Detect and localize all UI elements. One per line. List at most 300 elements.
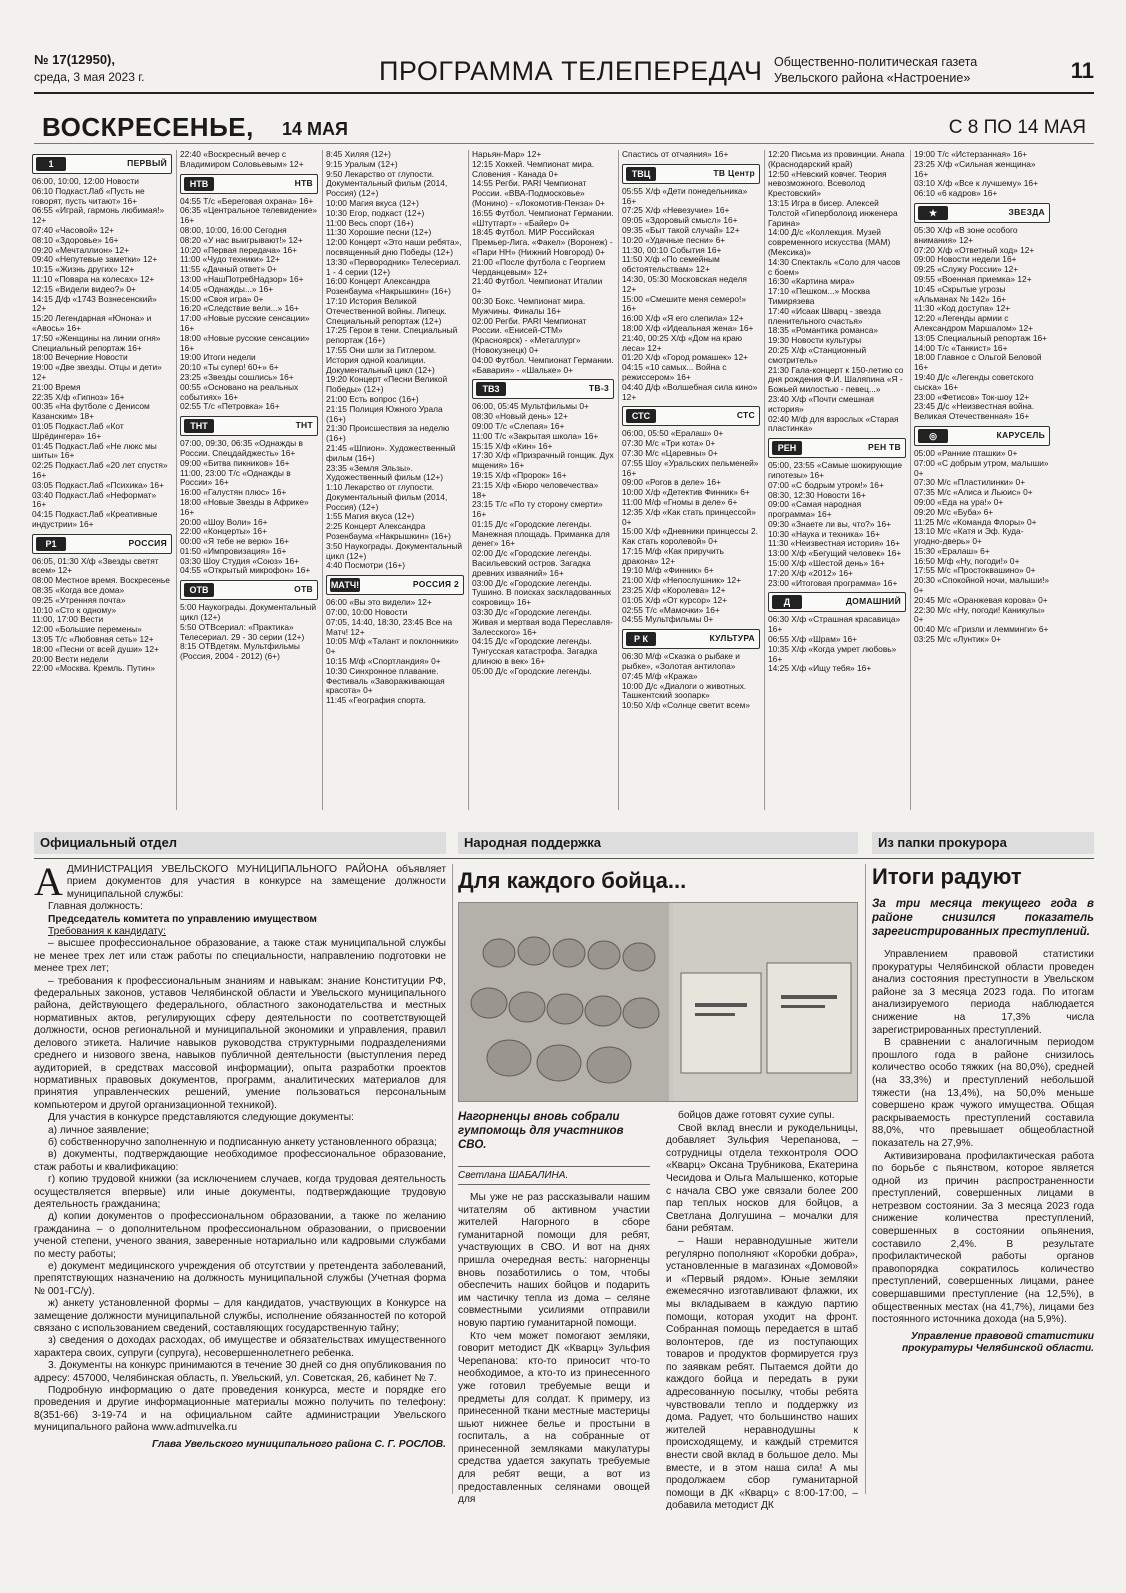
program-listing: 08:30, 12:30 Новости 16+ <box>768 489 866 500</box>
post-label: Главная должность: <box>48 901 143 913</box>
program-listing: 17:50 «Женщины на линии огня» Специальный репортаж 16+ <box>32 332 161 353</box>
program-listing: 18:00 Х/ф «Идеальная жена» 16+ <box>622 322 754 333</box>
program-listing: 11:30, 00:10 События 16+ <box>622 244 722 255</box>
official-paragraph: Подробную информацию о дате проведения конкурса, месте и порядке его проведения и другие информационные материалы можно получить по телефону: 8(351-66) 3-19-74 и на официальном сайте администрации Увельского муниципального района www.admuvelka.ru <box>34 1385 446 1434</box>
tv-column-5 <box>622 150 760 820</box>
program-listing: 11:00 Весь спорт (16+) <box>326 217 414 228</box>
program-listing: 11:00 Т/с «Закрытая школа» 16+ <box>472 430 599 441</box>
program-listing: 21:00 «После футбола с Георгием Черданцевым» 12+ <box>472 256 606 277</box>
program-listing: 07:35 М/с «Алиса и Льюис» 0+ <box>914 487 1033 498</box>
program-listing: 17:55 Они шли за Гитлером. История одной коалиции. Документальный цикл (12+) <box>326 344 437 375</box>
official-intro: ДМИНИСТРАЦИЯ УВЕЛЬСКОГО МУНИЦИПАЛЬНОГО РАЙОНА объявляет прием документов для участия в конкурсе на замещение должности муниципальной службы: <box>66 864 446 900</box>
program-listing: 23:00 «Фетисов» Ток-шоу 12+ <box>914 391 1030 402</box>
tv-column-4 <box>472 150 614 820</box>
program-listing: 2:25 Концерт Александра Розенбаума «Накрышкин» (16+) <box>326 521 451 542</box>
channel-name: КУЛЬТУРА <box>709 633 755 644</box>
program-listing: 21:30 Гала-концерт к 150-летию со дня рождения Ф.И. Шаляпина «Я - Божьей милостью - певец...» <box>768 364 904 395</box>
program-listing: 07:30 М/с «Царевны» 0+ <box>622 447 718 458</box>
program-listing: 08:00, 10:00, 16:00 Сегодня <box>180 224 287 235</box>
channel-name: РЕН ТВ <box>868 442 901 453</box>
channel-header <box>622 164 760 184</box>
program-listing: 10:00 Д/с «Диалоги о животных. Ташкентский зоопарк» <box>622 680 747 701</box>
program-listing: 11:30 «Код доступа» 12+ <box>914 303 1011 314</box>
program-listing: 12:00 Концерт «Это наши ребята», посвященный дню Победы (12+) <box>326 237 462 257</box>
program-listing: 01:50 «Импровизация» 16+ <box>180 545 287 556</box>
tv-column-1 <box>32 150 172 820</box>
program-listing: 16:00 Концерт Александра Розенбаума «Накрышкин» (16+) <box>326 276 451 297</box>
program-listing: 06:00, 05:45 Мультфильмы 0+ <box>472 401 589 412</box>
support-article <box>458 864 858 1512</box>
program-listing: 20:00 «Шоу Воли» 16+ <box>180 516 268 527</box>
program-listing: 00:40 М/с «Гризли и лемминги» 6+ <box>914 624 1049 635</box>
program-listing: 10:00 Магия вкуса (12+) <box>326 197 419 208</box>
program-listing: 04:00 Футбол. Чемпионат Германии. «Бавария» - «Шальке» 0+ <box>472 354 614 375</box>
drop-cap: А <box>34 859 63 904</box>
section-label-support: Народная поддержка <box>458 832 858 854</box>
program-listing: 16:00 «Галустян плюс» 16+ <box>180 487 287 498</box>
program-listing: 15:00 Х/ф «Шестой день» 16+ <box>768 558 885 569</box>
program-listing: 15:00 «Смешите меня семеро!» 16+ <box>622 293 746 314</box>
program-listing: 1:10 Лекарство от глупости. Документальный фильм (2014, Россия) (12+) <box>326 482 448 512</box>
program-listing: 17:55 М/с «Простоквашино» 0+ <box>914 565 1036 576</box>
program-listing: 23:00 «Итоговая программа» 16+ <box>768 577 898 588</box>
program-listing: 02:00 Д/с «Городские легенды. Васильевский остров. Загадка древних изваяний» 16+ <box>472 548 592 578</box>
program-listing: 22:00 «Концерты» 16+ <box>180 526 267 537</box>
channel-header <box>622 629 760 649</box>
program-listing: 16:50 М/ф «Ну, погоди!» 0+ <box>914 555 1020 566</box>
prosecutor-lead: За три месяца текущего года в районе снизился показатель зарегистрированных преступлений. <box>872 898 1094 938</box>
channel-logo-icon: 1 <box>36 157 66 171</box>
program-listing: 23:25 Х/ф «Сильная женщина» 16+ <box>914 158 1036 179</box>
program-listing: 15:00 Х/ф «Дневники принцессы 2. Как стать королевой» 0+ <box>622 526 759 547</box>
program-listing: 18:00 «Новые Звезды в Африке» 16+ <box>180 496 309 517</box>
official-paragraph: з) сведения о доходах расходах, об имуществе и обязательствах имущественного характера своих, супруги (супруга), несовершеннолетнего ребенка. <box>34 1335 446 1359</box>
program-listing: 19:00 Итоги недели <box>180 352 256 363</box>
program-listing: 23:40 Х/ф «Почти смешная история» <box>768 393 874 414</box>
program-listing: 01:20 Х/ф «Город ромашек» 12+ <box>622 352 749 363</box>
program-listing: 07:40 «Часовой» 12+ <box>32 224 115 235</box>
support-paragraph: Кто чем может помогают земляки, говорит методист ДК «Кварц» Зульфия Черепанова: кто-то приносит что-то необходимое, а кто-то из принесенного уже готовил требуемые вещи и предметы для солдат. К примеру, из принесенной ткани местные мастерицы шьют нижнее белье и простыни в госпиталь, а на собранные от принесенной земляками макулатуры средства удается закупать требуемые для ребят вещи, а вот из предоставленных селянами овощей для <box>458 1330 650 1506</box>
program-listing: 09:20 «Мечталлион» 12+ <box>32 244 130 255</box>
channel-logo-icon: ◎ <box>918 429 948 443</box>
program-listing: 23:25 «Звезды сошлись» 16+ <box>180 371 294 382</box>
program-listing: 10:35 Х/ф «Когда умрет любовь» 16+ <box>768 643 897 664</box>
program-listing: 01:05 Подкаст.Лаб «Кот Шрёдингера» 16+ <box>32 420 124 441</box>
program-listing: 10:10 «Сто к одному» <box>32 604 117 615</box>
program-listing: 14:15 Д/ф «1743 Вознесенский» 12+ <box>32 293 157 314</box>
program-listing: 00:55 «Основано на реальных событиях» 16+ <box>180 381 299 402</box>
program-listing: 13:30 «Первородник» Телесериал. 1 - 4 серии (12+) <box>326 256 461 277</box>
tv-column-6 <box>768 150 906 820</box>
program-listing: 18:00 «Новые русские сенсации» 16+ <box>180 332 310 353</box>
support-paragraph: Мы уже не раз рассказывали нашим читателям об активном участии жителей Нагорного в сборе гуманитарной помощи для ребят, участвующих в СВО. И вот на днях пришла очередная весть: нагорненцы вновь позаботились о том, чтобы обеспечить наших бойцов и подарить им частичку тепла из дома – селяне совместными усилиями отправили новую партию гуманитарной помощи. <box>458 1192 650 1329</box>
channel-name: РОССИЯ <box>128 537 167 548</box>
program-listing: 06:30 М/ф «Сказка о рыбаке и рыбке», «Золотая антилопа» <box>622 651 740 672</box>
support-paragraph: бойцов даже готовят сухие супы. <box>678 1110 835 1121</box>
program-listing: 16:00 Х/ф «Я его слепила» 12+ <box>622 313 744 324</box>
program-listing: 15:20 Легендарная «Юнона» и «Авось» 16+ <box>32 313 152 333</box>
program-listing: 11:30 Хорошие песни (12+) <box>326 227 432 238</box>
program-listing: 17:10 «Пешком...» Москва Тимирязева <box>768 286 871 306</box>
articles-section <box>34 832 1094 1512</box>
program-listing: 12:15 «Видели видео?» 0+ <box>32 283 136 294</box>
channel-logo-icon: Р1 <box>36 537 66 551</box>
program-listing: 09:05 «Здоровый смысл» 16+ <box>622 215 738 226</box>
program-listing: 21:00 Есть вопрос (16+) <box>326 393 419 404</box>
program-listing: 05:55 Х/ф «Дети понедельника» 16+ <box>622 185 748 206</box>
program-listing: 07:20 Х/ф «Ответный ход» 12+ <box>914 244 1035 255</box>
program-listing: 15:15 Х/ф «Кин» 16+ <box>472 440 553 451</box>
program-listing: 21:30 Происшествия за неделю (16+) <box>326 423 450 444</box>
program-listing: 07:30 М/с «Пластилинки» 0+ <box>914 477 1026 488</box>
program-listing: 07:25 Х/ф «Невезучие» 16+ <box>622 205 730 216</box>
program-listing: 10:30 «Наука и техника» 16+ <box>768 528 880 539</box>
program-listing: 19:20 Концерт «Песни Великой Победы» (12+) <box>326 374 448 395</box>
support-text-left <box>458 1192 650 1507</box>
program-listing: 15:30 «Ералаш» 6+ <box>914 545 990 556</box>
channel-name: ДОМАШНИЙ <box>845 596 901 607</box>
program-listing: 22:00 «Москва. Кремль. Путин» <box>32 663 156 674</box>
program-listing: 21:45 «Шпион». Художественный фильм (16+) <box>326 442 456 463</box>
program-listing: 09:25 «Служу России» 12+ <box>914 264 1019 275</box>
program-listing: 11:30 «Неизвестная история» 16+ <box>768 538 901 549</box>
program-listing: 21:00 Х/ф «Непослушник» 12+ <box>622 575 742 586</box>
program-listing: 01:45 Подкаст.Лаб «Не люкс мы шиты» 16+ <box>32 440 157 461</box>
program-listing: 14:55 Регби. PARI Чемпионат России. «ВВА-Подмосковье» (Монино) - «Локомотив-Пенза» 0+ <box>472 178 605 208</box>
program-listing: 10:45 «Скрытые угрозы «Альманах № 142» 16+ <box>914 283 1007 304</box>
program-listing: 08:00 Местное время. Воскресенье <box>32 575 170 586</box>
program-listing: 07:00, 10:00 Новости <box>326 607 408 618</box>
program-listing: 09:00 «Самая народная программа» 16+ <box>768 499 862 520</box>
program-listing: 02:25 Подкаст.Лаб «20 лет спустя» 16+ <box>32 460 168 480</box>
day-name: ВОСКРЕСЕНЬЕ, <box>42 112 254 142</box>
program-listing: 12:20 Письма из провинции. Анапа (Краснодарский край) <box>768 150 905 169</box>
official-paragraph: д) копии документов о профессиональном образовании, а также по желанию гражданина – о дополнительном профессиональном образовании, о присвоении ученой степени, ученого звания, заверенные нотариально или кадровыми службами по месту работы; <box>34 1211 446 1260</box>
program-listing: 18:00 Вечерние Новости <box>32 352 128 363</box>
program-listing: 12:00 «Большие перемены» <box>32 624 142 635</box>
channel-header <box>326 575 464 595</box>
channel-header <box>914 426 1050 446</box>
official-paragraph: е) документ медицинского учреждения об отсутствии у претендента заболеваний, препятствующих назначению на должность муниципальной службы (Учетная форма № 001-ГС/у). <box>34 1261 446 1297</box>
program-listing: 21:40 Футбол. Чемпионат Италии 0+ <box>472 276 603 297</box>
channel-header <box>914 203 1050 223</box>
program-listing: 08:20 «У нас выигрывают!» 12+ <box>180 234 303 245</box>
page-number: 11 <box>1070 58 1094 83</box>
program-listing: 06:05, 01:30 Х/ф «Звезды светят всем» 12+ <box>32 555 159 576</box>
photo-illustration <box>459 903 858 1102</box>
channel-name: НТВ <box>294 177 313 188</box>
program-listing: 23:25 Х/ф «Королева» 12+ <box>622 585 726 596</box>
channel-name: РОССИЯ 2 <box>412 579 459 590</box>
program-listing: 10:15 «Жизнь других» 12+ <box>32 264 135 275</box>
requirements-label: Требования к кандидату: <box>48 926 166 938</box>
program-listing: 10:30 Егор, подкаст (12+) <box>326 207 425 218</box>
tv-column-2 <box>180 150 318 820</box>
program-listing: 13:05 Т/с «Любовная сеть» 12+ <box>32 634 154 645</box>
support-title: Для каждого бойца... <box>458 868 687 893</box>
program-listing: 10:30 Синхронное плавание. Фестиваль «Завораживающая красота» 0+ <box>326 665 445 696</box>
program-listing: 8:45 Хиляя (12+) <box>326 150 391 159</box>
official-paragraph: 3. Документы на конкурс принимаются в течение 30 дней со дня опубликования по адресу: 457000, Челябинская область, п. Увельский, ул. Советская, 26, кабинет № 7. <box>34 1360 446 1384</box>
channel-name: ТНТ <box>295 420 313 431</box>
program-listing: 18:00 Главное с Ольгой Беловой 16+ <box>914 352 1042 373</box>
program-listing: 02:55 Т/с «Мамочки» 16+ <box>622 604 720 615</box>
post-title: Председатель комитета по управлению имуществом <box>48 913 317 925</box>
program-listing: 09:00 Новости недели 16+ <box>914 254 1017 265</box>
channel-header <box>180 174 318 194</box>
program-listing: 03:30 Шоу Студия «Союз» 16+ <box>180 555 300 566</box>
channel-logo-icon: ТВЦ <box>626 167 656 181</box>
official-paragraph: б) собственноручно заполненную и подписанную анкету установленного образца; <box>48 1136 437 1148</box>
program-listing: 12:20 «Легенды армии с Александром Маршалом» 12+ <box>914 313 1033 333</box>
program-listing: 13:05 Специальный репортаж 16+ <box>914 332 1048 343</box>
program-listing: 05:00, 23:55 «Самые шокирующие гипотезы» 16+ <box>768 460 903 480</box>
program-listing: 10:05 М/ф «Талант и поклонники» 0+ <box>326 636 459 657</box>
program-listing: 13:00 Х/ф «Бегущий человек» 16+ <box>768 548 902 559</box>
program-listing: 14:00 Д/с «Коллекция. Музей современного искусства (МАМ) (Мексика)» <box>768 227 891 257</box>
program-listing: 18:45 Футбол. МИР Российская Премьер-Лига. «Факел» (Воронеж) - «Пари НН» (Нижний Новгород) 0+ <box>472 227 613 257</box>
program-listing: 19:40 Д/с «Легенды советского сыска» 16+ <box>914 371 1034 392</box>
program-listing: 03:40 Подкаст.Лаб «Неформат» 16+ <box>32 489 157 510</box>
program-listing: 11:55 «Дачный ответ» 0+ <box>180 264 277 275</box>
program-listing: 09:00 «Еда на ура!» 0+ <box>914 496 1004 507</box>
program-listing: 13:00 «НашПотребНадзор» 16+ <box>180 273 304 284</box>
program-listing: 12:15 Хоккей. Чемпионат мира. Словения - Канада 0+ <box>472 158 595 179</box>
program-listing: 01:15 Д/с «Городские легенды. Манежная площадь. Приманка для денег» 16+ <box>472 518 610 549</box>
program-listing: 20:25 Х/ф «Станционный смотритель» <box>768 344 867 365</box>
program-listing: 21:00 Время <box>32 381 81 392</box>
channel-logo-icon: Р К <box>626 632 656 646</box>
paper-name: Общественно-политическая газета Увельского района «Настроение» <box>774 55 978 85</box>
program-listing: 8:15 ОТВдетям. Мультфильмы (Россия, 2004 - 2012) (6+) <box>180 641 300 662</box>
program-listing: 04:55 Мультфильмы 0+ <box>622 614 714 625</box>
channel-logo-icon: Д <box>772 595 802 609</box>
program-listing: 07:45 М/ф «Кража» <box>622 670 698 681</box>
program-listing: 04:15 Д/с «Городские легенды. Тунгусская катастрофа. Загадка длиною в век» 16+ <box>472 636 598 667</box>
program-listing: 03:10 Х/ф «Все к лучшему» 16+ <box>914 178 1038 189</box>
program-listing: 12:50 «Невский ковчег. Теория невозможного. Всеволод Крестовский» <box>768 168 887 199</box>
program-listing: 19:30 Новости культуры <box>768 335 862 346</box>
program-listing: 00:35 «На футболе с Денисом Казанским» 18+ <box>32 401 150 422</box>
program-listing: 09:00 Т/с «Слепая» 16+ <box>472 420 565 431</box>
program-listing: 16:20 «Следствие вели...» 16+ <box>180 303 299 314</box>
program-listing: 11:00, 23:00 Т/с «Однажды в России» 16+ <box>180 467 291 488</box>
program-listing: 09:35 «Быт такой случай» 12+ <box>622 224 740 235</box>
channel-logo-icon: МАТЧ! <box>330 580 360 591</box>
program-listing: 10:50 Х/ф «Солнце светит всем» <box>622 700 751 711</box>
support-paragraph: – Наши неравнодушные жители регулярно пополняют «Коробки добра», установленные в магазинах «Домовой» и «Первый рядом». Юные земляки ежемесячно изготавливают флажки, их мы вкладываем в каждую партию помощи, которая уходит на фронт. Собранная помощь передается в штаб волонтеров, где из поступающих товаров и продуктов формируется груз по заявкам ребят. Пытаемся дойти до каждого бойца и передать в руки адресованную посылку, чтобы ребята чувствовали тепло и поддержку из дома. Радует, что большинство наших жителей неравнодушны к происходящему, и каждый стремится внести свой вклад в большое дело. Мы вместе, и в этом наша сила! А мы продолжаем сбор гуманитарной помощи в ДК «Кварц» с 8:00-17:00, – добавила методист ДК <box>666 1235 858 1512</box>
program-listing: 06:10 Подкаст.Лаб «Пусть не говорят, пусть читают» 16+ <box>32 185 145 206</box>
program-listing: 22:30 М/с «Ну, погоди! Каникулы» 0+ <box>914 604 1045 625</box>
program-listing: 07:00, 09:30, 06:35 «Однажды в России. Спецдайджесть» 16+ <box>180 438 303 458</box>
program-listing: 04:55 «Открытый микрофон» 16+ <box>180 565 311 576</box>
program-listing: 00:00 «Я тебе не верю» 16+ <box>180 536 290 547</box>
program-listing: 14:05 «Однажды...» 16+ <box>180 283 274 294</box>
prosecutor-paragraph: Активизирована профилактическая работа по борьбе с пьянством, которое является одной из причин распространенности преступлений, совершенных лицами в нетрезвом состоянии. За 3 месяца 2023 года снижение количества преступлений, совершенных в состоянии опьянения, составило 2,4%. В результате профилактической работы органов правопорядка сократилось количество преступлений, совершенных лицами, ранее совершавшими преступление (на 12,5%), в общественных местах (на 41,7%), лицами без постоянного источника дохода (на 5,9%). <box>872 1150 1094 1326</box>
program-listing: 07:55 Шоу «Уральских пельменей» 16+ <box>622 457 759 478</box>
channel-header <box>622 406 760 426</box>
day-banner <box>34 112 1094 144</box>
support-author: Светлана ШАБАЛИНА. <box>458 1166 650 1185</box>
program-listing: 06:30 Х/ф «Страшная красавица» 16+ <box>768 614 901 635</box>
prosecutor-title: Итоги радуют <box>872 864 1022 889</box>
channel-logo-icon: СТС <box>626 409 656 423</box>
program-listing: 23:15 Т/с «По ту сторону смерти» 16+ <box>472 499 603 520</box>
program-listing: 09:20 М/с «Буба» 6+ <box>914 506 994 517</box>
program-listing: 03:00 Д/с «Городские легенды. Тушино. В поисках заскладованных сокровищ» 16+ <box>472 577 612 608</box>
program-listing: 14:30, 05:30 Московская неделя 12+ <box>622 273 747 294</box>
channel-name: ТВ-3 <box>588 383 609 394</box>
tv-program-grid <box>30 150 1098 820</box>
program-listing: 22:40 «Воскресный вечер с Владимиром Соловьевым» 12+ <box>180 150 304 169</box>
program-listing: 23:35 «Земля Эльзы». Художественный фильм (12+) <box>326 462 444 483</box>
program-listing: 3:50 Наукограды. Документальный цикл (12+) <box>326 540 463 561</box>
program-listing: 9:50 Лекарство от глупости. Документальный фильм (2014, Россия) (12+) <box>326 168 448 199</box>
channel-logo-icon: ТНТ <box>184 419 214 433</box>
program-listing: 11:00, 17:00 Вести <box>32 614 104 625</box>
program-listing: 03:05 Подкаст.Лаб «Психика» 16+ <box>32 479 164 490</box>
channel-logo-icon: ОТВ <box>184 583 214 597</box>
program-listing: 09:00 «Битва пикников» 16+ <box>180 457 290 468</box>
program-listing: 04:40 Д/ф «Волшебная сила кино» 12+ <box>622 381 758 402</box>
program-listing: 19:15 Х/ф «Пророк» 16+ <box>472 469 567 480</box>
program-listing: 18:35 «Романтика романса» <box>768 325 879 336</box>
section-label-official: Официальный отдел <box>34 832 446 854</box>
support-text-right <box>666 1110 858 1513</box>
program-listing: 02:55 Т/с «Петровка» 16+ <box>180 401 280 412</box>
program-listing: 21:15 Полиция Южного Урала (16+) <box>326 403 443 424</box>
program-listing: 03:30 Д/с «Городские легенды. Живая и мертвая вода Переславля-Залесского» 16+ <box>472 607 613 637</box>
program-listing: 20:10 «Ты супер! 60+» 6+ <box>180 362 279 373</box>
week-range: С 8 ПО 14 МАЯ <box>948 117 1086 138</box>
program-listing: 07:30 М/с «Три кота» 0+ <box>622 438 716 449</box>
official-paragraph: в) документы, подтверждающие необходимое профессиональное образование, стаж работы и квалификацию: <box>34 1149 446 1173</box>
program-listing: 19:00 «Две звезды. Отцы и дети» 12+ <box>32 362 162 382</box>
issue-date: среда, 3 мая 2023 г. <box>34 70 145 84</box>
channel-logo-icon: НТВ <box>184 177 214 191</box>
channel-header <box>180 416 318 436</box>
program-listing: 08:30 «Новый день» 12+ <box>472 411 568 422</box>
program-listing: 23:45 Д/с «Неизвестная война. Великая Отечественная» 16+ <box>914 401 1035 422</box>
tv-column-3 <box>326 150 464 820</box>
program-listing: Спастись от отчаяния» 16+ <box>622 150 729 159</box>
program-listing: 20:00 Вести недели <box>32 653 109 664</box>
program-listing: 05:00 Д/с «Городские легенды. <box>472 665 592 676</box>
channel-header <box>768 592 906 612</box>
program-listing: 5:00 Наукограды. Документальный цикл (12+) <box>180 602 317 623</box>
page-header <box>34 52 1094 94</box>
channel-header <box>32 154 172 174</box>
program-listing: 06:10 «6 кадров» 16+ <box>914 188 998 199</box>
program-listing: 22:35 Х/ф «Гипноз» 16+ <box>32 391 125 402</box>
program-listing: 05:30 Х/ф «В зоне особого внимания» 12+ <box>914 224 1018 245</box>
program-listing: 17:15 М/ф «Как приручить дракона» 12+ <box>622 545 724 566</box>
program-listing: 05:00 «Ранние пташки» 0+ <box>914 447 1018 458</box>
program-listing: 5:50 ОТВсериал: «Практика» Телесериал. 29 - 30 серии (12+) <box>180 621 305 642</box>
official-paragraph: а) личное заявление; <box>48 1124 150 1136</box>
program-listing: 07:05, 14:40, 18:30, 23:45 Все на Матч! 12+ <box>326 616 453 637</box>
channel-header <box>32 534 172 554</box>
program-listing: 17:20 Х/ф «2012» 16+ <box>768 567 853 578</box>
official-paragraph: Для участия в конкурсе представляются следующие документы: <box>48 1112 354 1124</box>
program-listing: 21:40, 00:25 Х/ф «Дом на краю леса» 12+ <box>622 332 743 353</box>
program-listing: 19:00 Т/с «Истерзанная» 16+ <box>914 150 1028 159</box>
program-listing: 17:00 «Новые русские сенсации» 16+ <box>180 313 310 333</box>
support-photo <box>458 902 858 1102</box>
program-listing: 17:30 Х/ф «Призрачный гонщик. Дух мщения» 16+ <box>472 450 614 471</box>
official-paragraph: ж) анкету установленной формы – для кандидатов, участвующих в Конкурсе на замещение должности муниципальной службы, исполнение обязанностей по которой связано с использованием сведений, составляющих государственную тайну; <box>34 1298 446 1335</box>
program-listing: 09:55 «Военная приемка» 12+ <box>914 273 1032 284</box>
program-listing: 19:10 М/ф «Финник» 6+ <box>622 565 714 576</box>
program-listing: 21:15 Х/ф «Бюро человечества» 18+ <box>472 479 599 500</box>
program-listing: 16:30 «Картина мира» <box>768 276 855 287</box>
program-listing: 08:35 «Когда все дома» <box>32 585 125 596</box>
program-listing: 18:00 «Песни от всей души» 12+ <box>32 643 159 654</box>
program-listing: Нарьян-Мар» 12+ <box>472 150 542 159</box>
program-listing: 17:10 История Великой Отечественной войны. Липецк. Специальный репортаж (12+) <box>326 295 447 326</box>
program-listing: 14:30 Спектакль «Соло для часов с боем» <box>768 256 901 277</box>
program-listing: 02:00 Регби. PARI Чемпионат России. «Енисей-СТМ» (Красноярск) - «Металлург» (Новокузнецк) 0+ <box>472 315 587 355</box>
program-listing: 17:40 «Исаак Шварц - звезда пленительного счастья» <box>768 305 881 326</box>
official-paragraph: – высшее профессиональное образование, а также стаж муниципальной службы не менее трех лет или стаж работы по специальности, направлению подготовки не менее трех лет; <box>34 938 446 975</box>
program-listing: 20:30 «Спокойной ночи, малыши!» 0+ <box>914 575 1050 596</box>
program-listing: 00:30 Бокс. Чемпионат мира. Мужчины. Финалы 16+ <box>472 295 586 316</box>
program-listing: 07:00 «С добрым утром, малыши» 0+ <box>914 457 1049 478</box>
program-listing: 4:40 Посмотри (16+) <box>326 560 406 571</box>
program-listing: 09:00 «Рогов в деле» 16+ <box>622 477 721 488</box>
program-listing: 01:05 Х/ф «От курсор» 12+ <box>622 594 728 605</box>
day-date: 14 МАЯ <box>282 119 348 139</box>
official-paragraph: г) копию трудовой книжки (за исключением случаев, когда трудовая деятельность осуществляется впервые) или иные документы, подтверждающие трудовую деятельность гражданина; <box>34 1174 446 1210</box>
program-listing: 06:55 «Играй, гармонь любимая!» 12+ <box>32 205 165 226</box>
program-listing: 13:10 М/с «Катя и Эф. Куда-угодно-дверь» 0+ <box>914 526 1024 547</box>
support-lead: Нагорненцы вновь собрали гумпомощь для участников СВО. <box>458 1111 624 1151</box>
program-listing: 09:30 «Знаете ли вы, что?» 16+ <box>768 518 892 529</box>
program-listing: 11:10 «Повара на колесах» 12+ <box>32 273 155 284</box>
channel-logo-icon: РЕН <box>772 441 802 455</box>
prosecutor-article <box>872 864 1094 1356</box>
program-listing: 09:40 «Непутевые заметки» 12+ <box>32 254 158 265</box>
channel-name: ОТВ <box>294 584 313 595</box>
official-signature: Глава Увельского муниципального района С. Г. РОСЛОВ. <box>152 1438 446 1450</box>
program-listing: 10:20 «Удачные песни» 6+ <box>622 234 726 245</box>
program-listing: 11:25 М/с «Команда Флоры» 0+ <box>914 516 1037 527</box>
prosecutor-paragraph: В сравнении с аналогичным периодом прошлого года в районе снизилось количество особо тяжких (на 80,0%), средней (на 33,3%) и преступлений небольшой тяжести (на 13,4%), на 50,0% меньше совершено краж чужого имущества. Общая раскрываемость преступлений составила 88,0%, что превышает общеобластной показатель на 27,9%. <box>872 1037 1094 1149</box>
issue-number: № 17(12950), <box>34 52 115 67</box>
program-listing: 14:25 Х/ф «Ищу тебя» 16+ <box>768 663 872 674</box>
program-listing: 12:35 Х/ф «Как стать принцессой» 0+ <box>622 506 756 527</box>
program-listing: 03:25 М/с «Лунтик» 0+ <box>914 634 1001 645</box>
tv-column-7 <box>914 150 1050 820</box>
channel-name: ТВ Центр <box>713 167 755 178</box>
section-title: ПРОГРАММА ТЕЛЕПЕРЕДАЧ <box>379 56 763 86</box>
channel-name: КАРУСЕЛЬ <box>996 429 1045 440</box>
program-listing: 1:55 Магия вкуса (12+) <box>326 511 415 522</box>
program-listing: 07:00 «С бодрым утром!» 16+ <box>768 479 884 490</box>
section-label-prosecutor: Из папки прокурора <box>872 832 1094 854</box>
program-listing: 13:15 Игра в бисер. Алексей Толстой «Гиперболоид инженера Гарина» <box>768 197 898 228</box>
channel-name: ПЕРВЫЙ <box>127 158 167 168</box>
program-listing: 14:00 Т/с «Танкист» 16+ <box>914 342 1008 353</box>
program-listing: 08:10 «Здоровье» 16+ <box>32 234 119 245</box>
program-listing: 10:15 М/ф «Спортландия» 0+ <box>326 656 441 667</box>
channel-header <box>472 379 614 399</box>
channel-logo-icon: ★ <box>918 206 948 220</box>
program-listing: 10:00 Х/ф «Детектив Финник» 6+ <box>622 487 750 498</box>
prosecutor-signature: Управление правовой статистики прокуратуры Челябинской области. <box>901 1330 1094 1355</box>
program-listing: 11:50 Х/ф «По семейным обстоятельствам» 12+ <box>622 254 720 275</box>
support-paragraph: Свой вклад внесли и рукодельницы, добавляет Зульфия Черепанова, – сотрудницы отдела техконтроля ООО «Кварц» Оксана Трубникова, Екатерина Чесидова и Ольга Малышенко, которые с начала СВО уже связали более 200 пар теплых носков для бойцов, а Светлана Долгушина – мочалки для бани ребятам. <box>666 1122 858 1235</box>
